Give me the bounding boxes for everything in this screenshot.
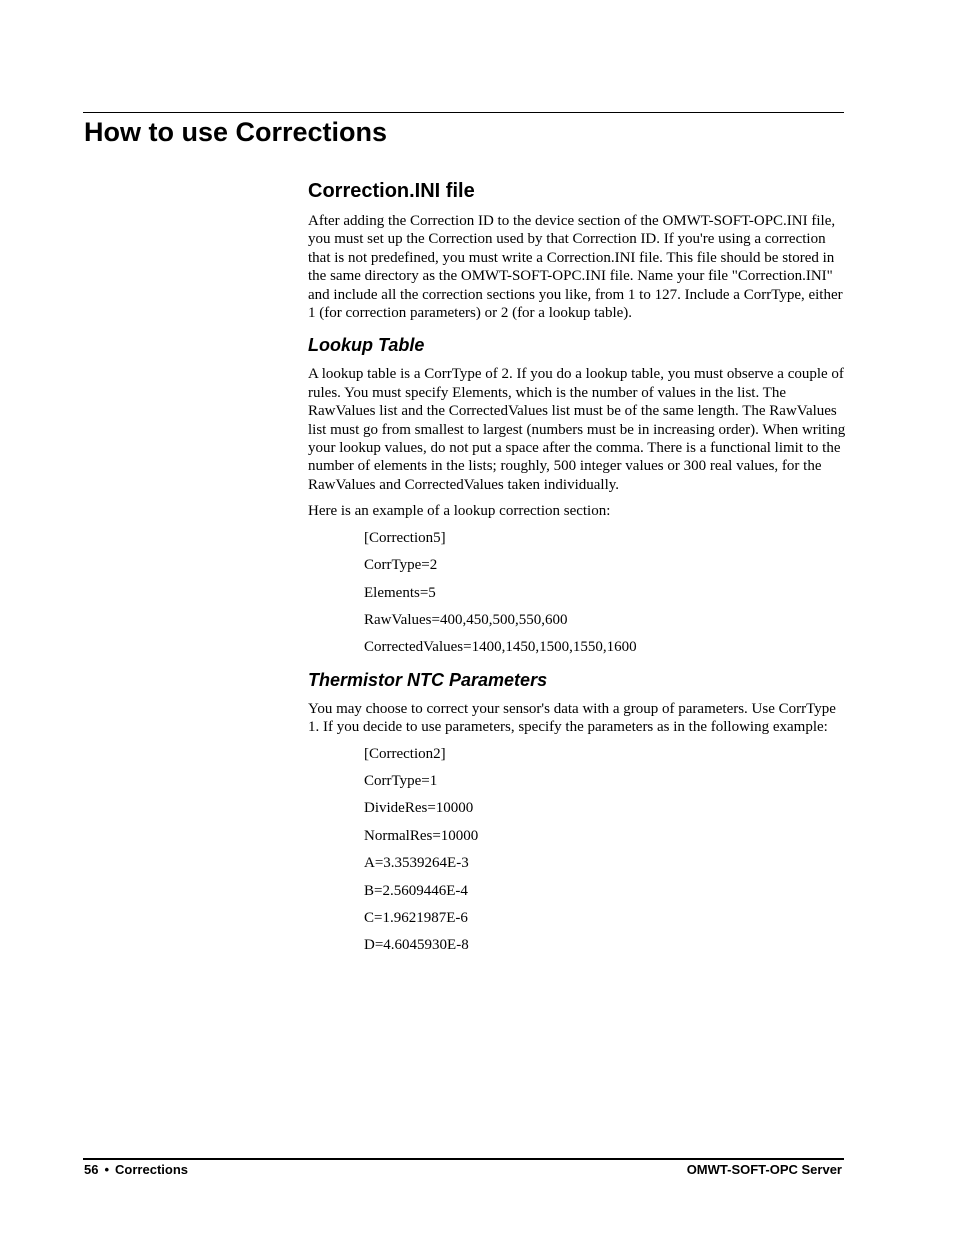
example-line: A=3.3539264E-3 xyxy=(364,855,469,872)
lookup-table-paragraph: A lookup table is a CorrType of 2. If you do a lookup table, you must observe a couple of rules. You must specify Elements, which is the number of values in the list. The RawValues list and the CorrectedValues list must be of the same length. The RawValues list must go from smallest to largest (numbers must be in increasing order). When writing your lookup values, do not put a space after the comma. There is a functional limit to the number of elements in the lists; roughly, 500 integer values or 300 real values, for the RawValues and CorrectedValues taken individually. xyxy=(308,366,846,493)
example-line: [Correction5] xyxy=(364,529,446,546)
thermistor-title: Thermistor NTC Parameters xyxy=(308,669,548,690)
example-line: CorrType=2 xyxy=(364,557,438,574)
lookup-table-title: Lookup Table xyxy=(308,335,425,356)
lookup-example-intro: Here is an example of a lookup correction section: xyxy=(308,503,611,520)
example-line: [Correction2] xyxy=(364,745,446,762)
thermistor-example-block xyxy=(364,745,846,955)
example-line: RawValues=400,450,500,550,600 xyxy=(364,611,568,628)
page-number: 56 xyxy=(84,1162,99,1177)
example-line: CorrType=1 xyxy=(364,772,438,789)
chapter-title: How to use Corrections xyxy=(84,117,388,147)
example-line: DivideRes=10000 xyxy=(364,800,474,817)
footer-section-name: Corrections xyxy=(115,1162,188,1177)
section-title: Correction.INI file xyxy=(308,180,475,202)
example-line: B=2.5609446E-4 xyxy=(364,882,468,899)
example-line: NormalRes=10000 xyxy=(364,827,479,844)
main-content xyxy=(308,178,846,964)
footer-left xyxy=(84,1162,188,1178)
thermistor-paragraph: You may choose to correct your sensor's data with a group of parameters. Use CorrType 1. If you decide to use parameters, specify the parameters as in the following example: xyxy=(308,700,836,736)
example-line: CorrectedValues=1400,1450,1500,1550,1600 xyxy=(364,639,637,656)
example-line: Elements=5 xyxy=(364,584,436,601)
footer-product-name: OMWT-SOFT-OPC Server xyxy=(686,1162,842,1177)
header-rule xyxy=(83,112,844,113)
lookup-example-block xyxy=(364,529,846,657)
example-line: D=4.6045930E-8 xyxy=(364,937,469,954)
footer-rule xyxy=(83,1158,844,1160)
example-line: C=1.9621987E-6 xyxy=(364,909,468,926)
bullet-icon: • xyxy=(104,1162,110,1177)
section-paragraph: After adding the Correction ID to the device section of the OMWT-SOFT-OPC.INI file, you must set up the Correction used by that Correction ID. If you're using a correction that is not predefined, you must write a Correction.INI file. This file should be stored in the same directory as the OMWT-SOFT-OPC.INI file. Name your file "Correction.INI" and include all the correction sections you like, from 1 to 127. Include a CorrType, either 1 (for correction parameters) or 2 (for a lookup table). xyxy=(308,213,843,322)
